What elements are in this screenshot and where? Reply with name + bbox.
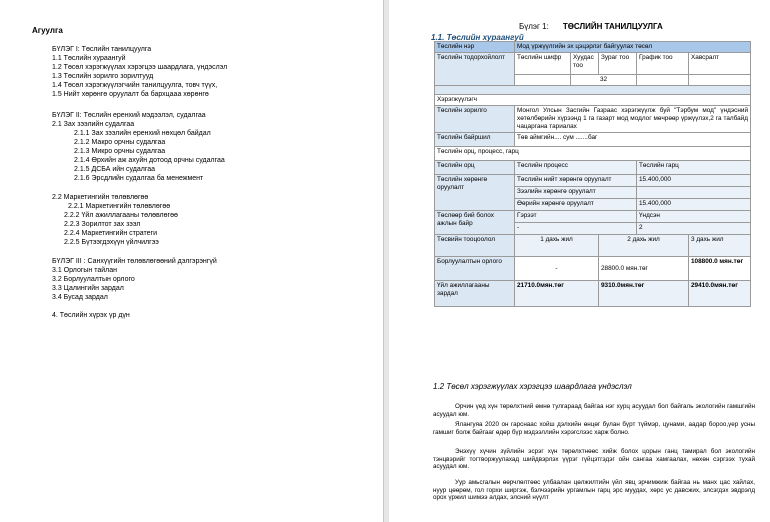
table-cell: - xyxy=(515,257,599,281)
table-row xyxy=(435,161,751,175)
table-cell: 2 xyxy=(637,223,751,235)
table-cell: Төслөөр бий болох ажлын байр xyxy=(435,211,515,235)
table-cell: 108800.0 мян.төг xyxy=(689,257,751,281)
table-cell: Төслийн шифр xyxy=(515,53,571,75)
toc-entry[interactable]: 3.2 Борлуулалтын орлого xyxy=(52,276,135,283)
table-cell: Төслийн нэр xyxy=(435,42,515,53)
table-cell: 15.400,000 xyxy=(637,175,751,187)
toc-entry[interactable]: 1.3 Төслийн зорилго зорилтууд xyxy=(52,73,154,80)
table-row xyxy=(435,106,751,133)
toc-entry[interactable]: БҮЛЭГ I: Төслийн танилцуулга xyxy=(52,46,152,53)
table-cell xyxy=(689,75,751,86)
toc-entry[interactable]: 2.2.5 Бүтээгдэхүүн үйлчилгээ xyxy=(64,239,159,246)
project-summary-table xyxy=(434,41,751,307)
toc-entry[interactable]: БҮЛЭГ III : Санхүүгийн төлөвлөгөөний дэлгэрэнгүй xyxy=(52,258,217,265)
table-cell: 32 xyxy=(571,75,637,86)
table-row xyxy=(435,95,751,106)
toc-entry[interactable]: 1.1 Төслийн хураангуй xyxy=(52,55,126,62)
toc-entry[interactable]: 1.4 Төсөл хэрэгжүүлэгчийн танилцуулга, товч түүх, xyxy=(52,82,218,89)
table-cell: Зураг тоо xyxy=(599,53,637,75)
table-cell: Хуудас тоо xyxy=(571,53,599,75)
table-cell: Үндсэн xyxy=(637,211,751,223)
chapter-title: ТӨСЛИЙН ТАНИЛЦУУЛГА xyxy=(562,22,663,31)
toc-entry[interactable]: 2.2 Маркетингийн төлөвлөгөө xyxy=(52,194,149,201)
paragraph: Ялангуяа 2020 он гарснаас хойш дэлхийн өнцөг булан бүрт түймэр, цунами, аадар бороо,үер усны гамшиг болж байгааг өдөр бүр мэдээллийн хэрэгслээс харж болно. xyxy=(433,421,755,436)
chapter-heading xyxy=(519,22,663,31)
table-cell xyxy=(515,75,571,86)
table-cell: Хэрэгжүүлэгч xyxy=(435,95,751,106)
table-row xyxy=(435,147,751,161)
toc-entry[interactable]: 1.2 Төсөл хэрэгжүүлах хэрэгцээ шаардлага, үндэслэл xyxy=(52,64,228,71)
toc-entry[interactable]: 2.1.2 Макро орчны судалгаа xyxy=(74,139,166,146)
table-cell: График тоо xyxy=(637,53,689,75)
table-cell: 15.400,000 xyxy=(637,199,751,211)
table-cell: - xyxy=(515,223,637,235)
table-cell: Төслийн орц, процесс, гарц xyxy=(435,147,751,161)
table-row xyxy=(435,42,751,53)
table-cell: Төслийн тодорхойлолт xyxy=(435,53,515,86)
table-row xyxy=(435,281,751,307)
toc-entry[interactable]: 2.2.3 Зорилтот зах зээл xyxy=(64,221,141,228)
toc-entry[interactable]: 2.2.1 Маркетингийн төлөвлөгөө xyxy=(68,203,171,210)
table-cell: Зээлийн хөрөнгө оруулалт xyxy=(515,187,637,199)
table-cell: Төслийн байршил xyxy=(435,133,515,147)
toc-title: Агуулга xyxy=(32,26,63,35)
table-row xyxy=(435,175,751,187)
toc-entry[interactable]: 2.1.1 Зах зээлийн еренхий нөхцөл байдал xyxy=(74,130,211,137)
toc-entry[interactable]: 2.2.2 Үйл ажиллагааны төлөвлөгөө xyxy=(64,212,178,219)
toc-entry[interactable]: 3.4 Бусад зардал xyxy=(52,294,108,301)
section-title: 1.1. Төслийн хураангуй xyxy=(431,33,524,42)
toc-entry[interactable]: 2.1.6 Эрсдлийн судалгаа ба менежмент xyxy=(74,175,204,182)
subsection-heading: 1.2 Төсөл хэрэгжүүлах хэрэгцээ шаардлага үндэслэл xyxy=(433,382,632,391)
table-cell: Мод үржүүлгийн эх цэцэрлэг байгуулах төсөл xyxy=(515,42,751,53)
toc-entry[interactable]: 2.1.4 Өрхийн аж ахуйн дотоод орчны судалгаа xyxy=(74,157,225,164)
table-cell: 9310.0мян.төг xyxy=(599,281,689,307)
table-cell: Хавсралт xyxy=(689,53,751,75)
table-cell: Монгол Улсын Засгийн Газраас хэрэгжүүлж буй "Тэрбум мод" үндэсний хөтөлбөрийн хүрээнд 1 га газарт мод модлог мөчрөөр үржүүлэх,2 га талбайд чацаргана тариалах xyxy=(515,106,751,133)
table-cell: Борлуулалтын орлого xyxy=(435,257,515,281)
toc-entry[interactable]: 1.5 Нийт хөрөнгө оруулалт ба бархцааа хөрөнгө xyxy=(52,91,209,98)
table-row xyxy=(435,211,751,223)
table-cell: Төслийн нийт хөрөнгө оруулалт xyxy=(515,175,637,187)
toc-entry[interactable]: 2.1.3 Микро орчны судалгаа xyxy=(74,148,166,155)
table-cell xyxy=(435,86,751,95)
toc-entry[interactable]: 2.2.4 Маркетингийн стратеги xyxy=(64,230,157,237)
table-row xyxy=(435,53,751,75)
table-cell: 29410.0мян.төг xyxy=(689,281,751,307)
table-cell: 1 дахь жил xyxy=(515,235,599,257)
table-cell: 3 дахь жил xyxy=(689,235,751,257)
table-cell: Төсвийн тооцоолол xyxy=(435,235,515,257)
table-cell xyxy=(637,187,751,199)
toc-entry[interactable]: 3.3 Цалингийн зардал xyxy=(52,285,124,292)
paragraph: Орчин үед хүн төрөлхтний өмнө тулгараад байгаа нэг хурц асуудал бол байгаль экологийн гамшгийн асуудал юм. xyxy=(433,403,755,418)
table-cell xyxy=(637,75,689,86)
table-row xyxy=(435,235,751,257)
toc-entry[interactable]: 2.1.5 ДСБА ийн судалгаа xyxy=(74,166,156,173)
table-cell: 2 дахь жил xyxy=(599,235,689,257)
table-cell: 21710.0мян.төг xyxy=(515,281,599,307)
table-cell: 28800.0 мян.төг xyxy=(599,257,689,281)
table-cell: Төслийн зорилго xyxy=(435,106,515,133)
toc-entry[interactable]: 2.1 Зах зээлийн судалгаа xyxy=(52,121,135,128)
content-page xyxy=(389,0,770,522)
toc-entry[interactable]: 3.1 Орлогын тайлан xyxy=(52,267,117,274)
paragraph: Уур амьсгалын өөрчлөлтөөс улбаалан цөлжилтийн үйл явц эрчимжиж байгаа нь манх цас хайлах, нуур цөөрөм, гол горхи ширгэж, бэлчээрийн ургамлын гарц эрс муудах, хөрс ус давсжих, элсэгдэх эвдрэлд орох үржил шимээ алдах, элсний нүүлт xyxy=(433,479,755,502)
toc-page xyxy=(0,0,384,522)
toc-entry[interactable]: 4. Төслийн хүрэх үр дүн xyxy=(52,312,130,319)
toc-entry[interactable]: БҮЛЭГ II: Төслийн еренхий мэдээлэл, судалгаа xyxy=(52,112,206,119)
table-cell: Төв аймгийн.... сум .......баг xyxy=(515,133,751,147)
table-cell: Өөрийн хөрөнгө оруулалт xyxy=(515,199,637,211)
table-cell: Төслийн процесс xyxy=(515,161,637,175)
table-row xyxy=(435,133,751,147)
table-cell: Гэрээт xyxy=(515,211,637,223)
table-cell: Үйл ажиллагааны зардал xyxy=(435,281,515,307)
paragraph: Энэхүү хүчин зүйлийн эсрэг хүн төрөлхтнөөс хийж болох цорын ганц тамирал бол экологийн тэнцвэрийг тогтворжуулахад шийдвэрлэх үүрэг гүйцэтгэдэг ойн сангаа хамгаалах, нөхөн сэргээх тухай асуудал юм. xyxy=(433,448,755,471)
table-cell: Төслийн хөрөнгө оруулалт xyxy=(435,175,515,211)
table-row xyxy=(435,257,751,281)
table-row xyxy=(435,86,751,95)
table-cell: Төслийн гарц xyxy=(637,161,751,175)
table-cell: Төслийн орц xyxy=(435,161,515,175)
chapter-label: Бүлэг 1: xyxy=(519,22,549,31)
